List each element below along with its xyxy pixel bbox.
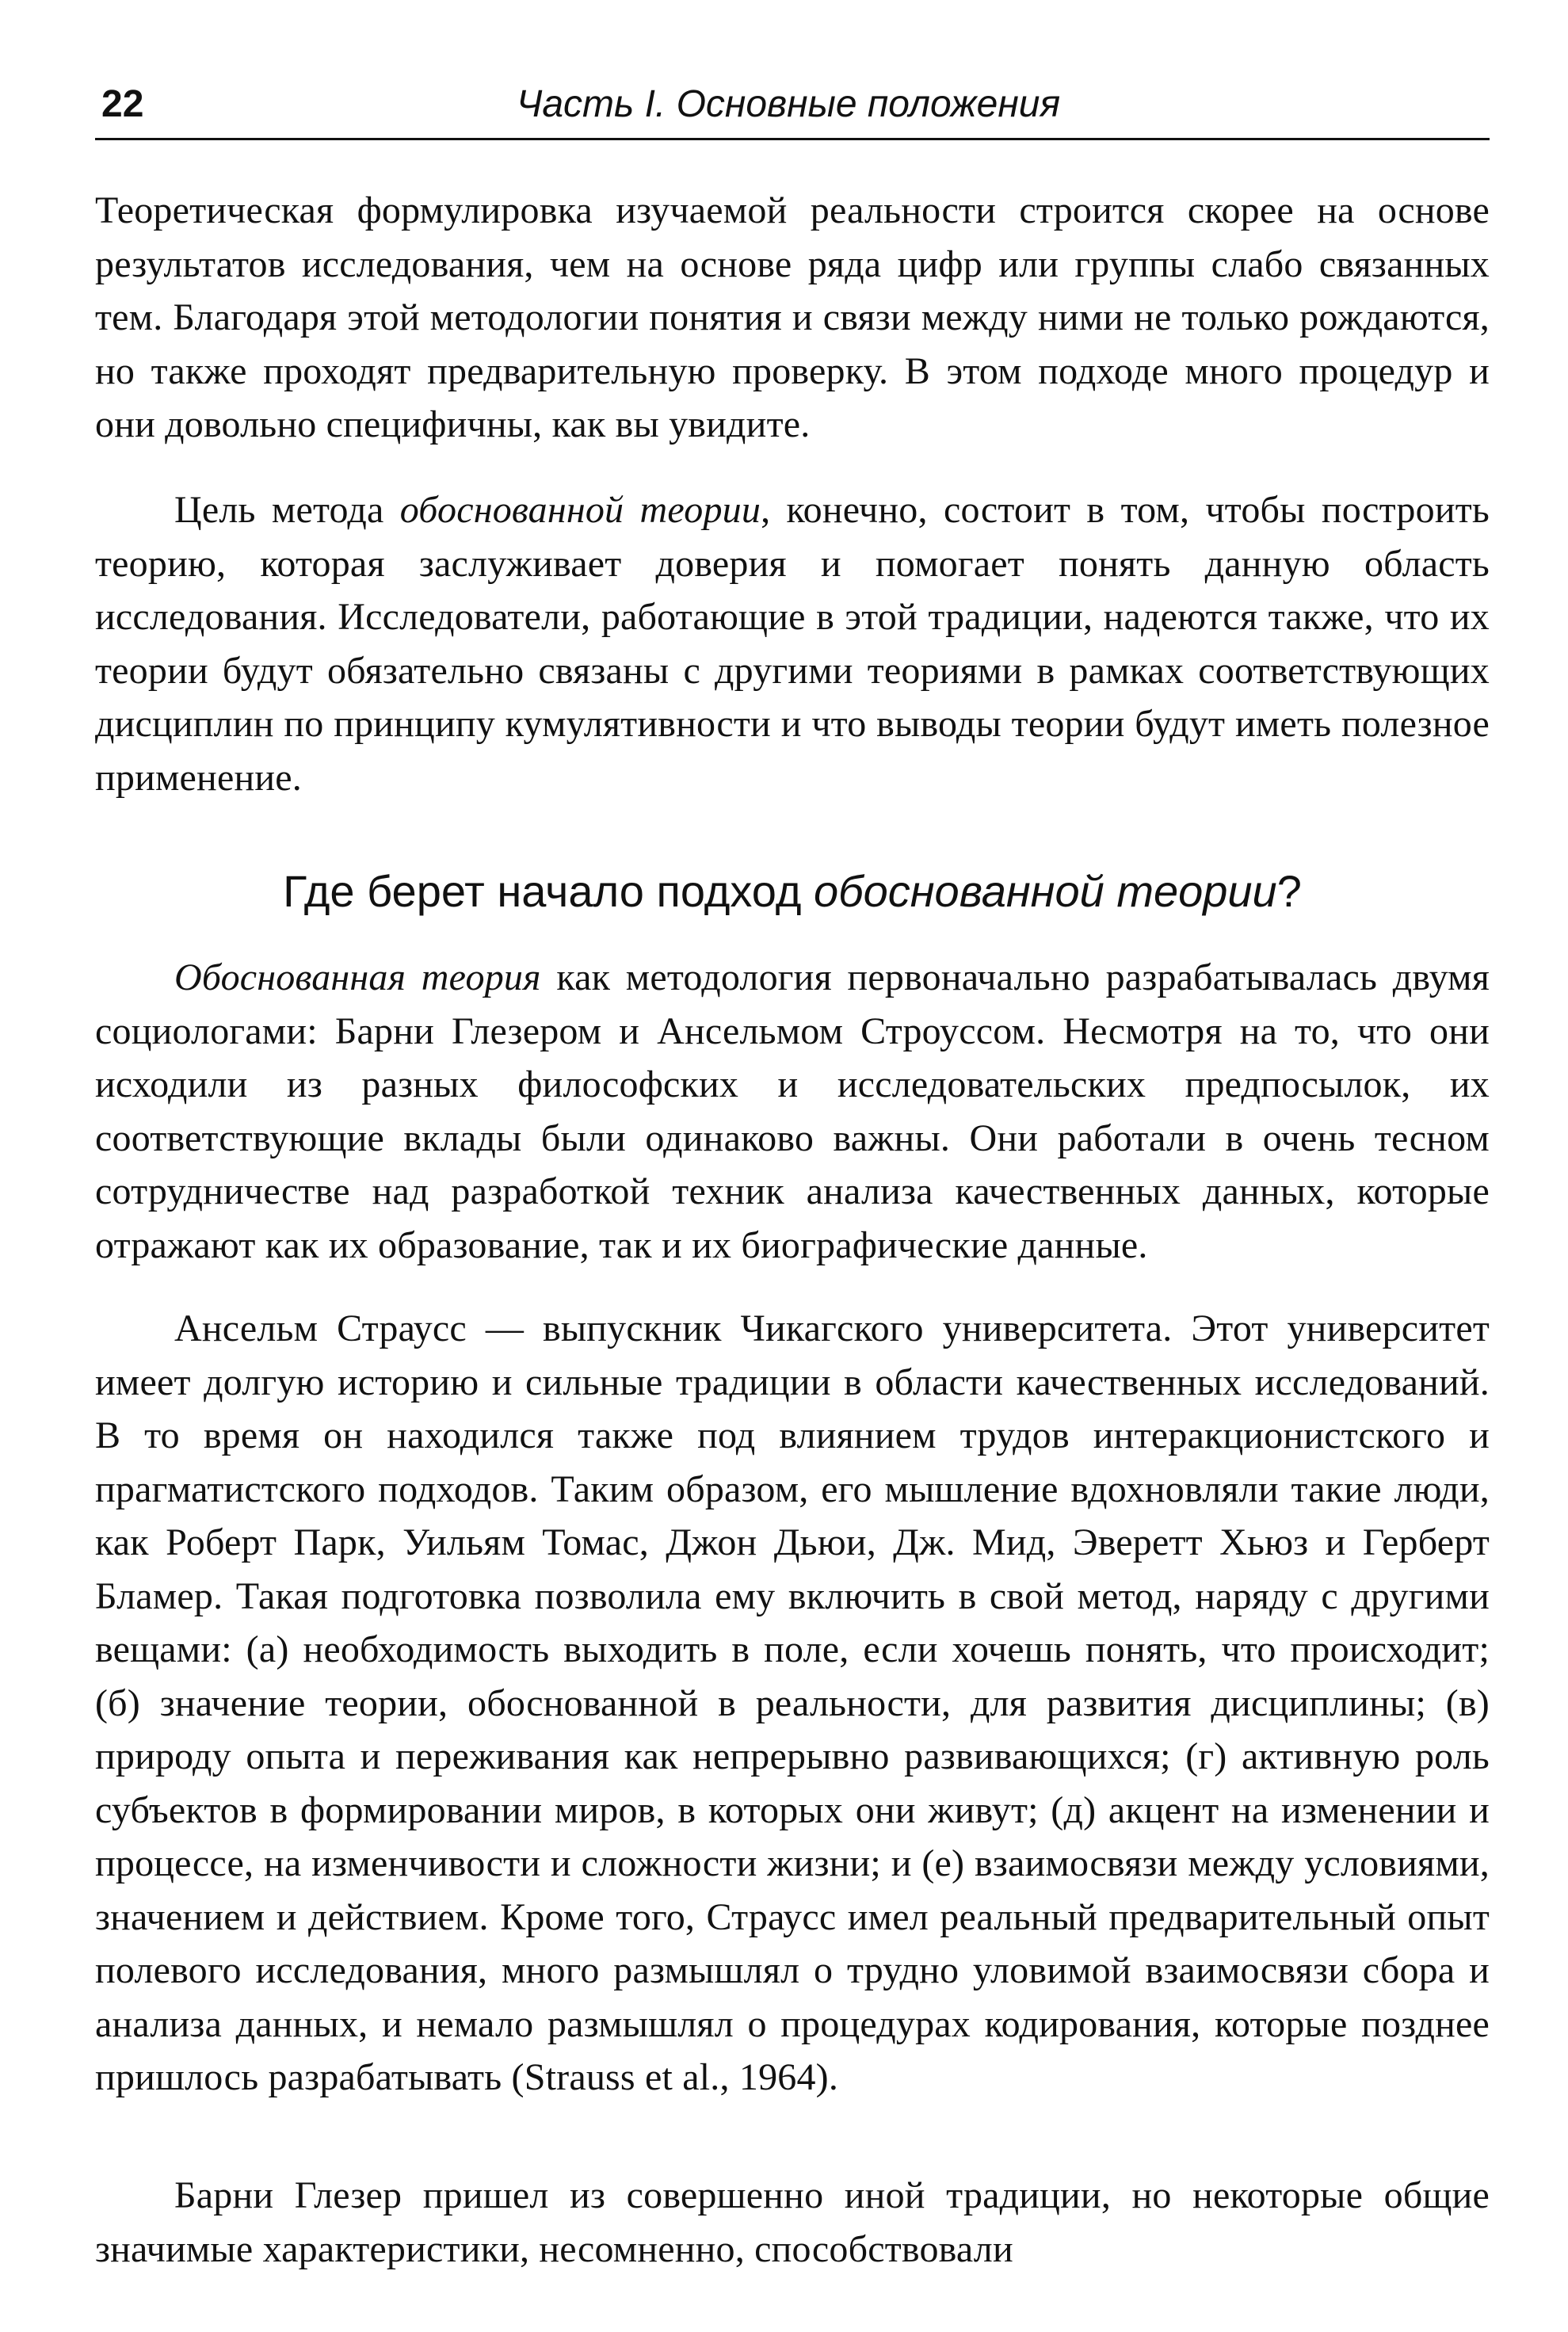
paragraph-2-text-start: Цель метода	[174, 489, 400, 531]
paragraph-3	[95, 951, 1490, 1272]
paragraph-1: Теоретическая формулировка изучаемой реальности строится скорее на основе результатов исследования, чем на основе ряда цифр или группы слабо связанных тем. Благодаря этой методологии понятия и связи между ними не только рождаются, но также проходят предварительную проверку. В этом подходе много процедур и они довольно специфичны, как вы увидите.	[95, 189, 1490, 445]
page-number: 22	[101, 83, 144, 125]
paragraph-2	[95, 483, 1490, 804]
paragraph-2-term: обоснованной теории	[399, 489, 761, 531]
section-heading-term: обоснованной теории	[813, 866, 1277, 916]
paragraph-2-text-rest: , конечно, состоит в том, чтобы построить теорию, которая заслуживает доверия и помогает понять данную область исследования. Исследователи, работающие в этой традиции, надеются также, что их теории будут обязательно связаны с другими теориями в рамках соответствующих дисциплин по принципу кумулятивности и что выводы теории будут иметь полезное применение.	[95, 489, 1490, 799]
book-page	[95, 0, 1490, 2332]
paragraph-3-text-rest: как методология первоначально разрабатывалась двумя социологами: Барни Глезером и Ансельмом Строуссом. Несмотря на то, что они исходили из разных философских и исследовательских предпосылок, их соответствующие вклады были одинаково важны. Они работали в очень тесном сотрудничестве над разработкой техник анализа качественных данных, которые отражают как их образование, так и их биографические данные.	[95, 956, 1490, 1266]
running-head	[95, 73, 1490, 136]
section-heading-start: Где берет начало подход	[283, 866, 814, 916]
header-rule	[95, 138, 1490, 140]
paragraph-5: Барни Глезер пришел из совершенно иной традиции, но некоторые общие значимые характеристики, несомненно, способствовали	[95, 2174, 1490, 2270]
section-heading	[95, 860, 1490, 923]
section-heading-end: ?	[1276, 866, 1302, 916]
paragraph-4: Ансельм Страусс — выпускник Чикагского университета. Этот университет имеет долгую историю и сильные традиции в области качественных исследований. В то время он находился также под влиянием трудов интеракционистского и прагматистского подходов. Таким образом, его мышление вдохновляли такие люди, как Роберт Парк, Уильям Томас, Джон Дьюи, Дж. Мид, Эверетт Хьюз и Герберт Бламер. Такая подготовка позволила ему включить в свой метод, наряду с другими вещами: (а) необходимость выходить в поле, если хочешь понять, что происходит; (б) значение теории, обоснованной в реальности, для развития дисциплины; (в) природу опыта и переживания как непрерывно развивающихся; (г) активную роль субъектов в формировании миров, в которых они живут; (д) акцент на изменении и процессе, на изменчивости и сложности жизни; и (е) взаимосвязи между условиями, значением и действием. Кроме того, Страусс имел реальный предварительный опыт полевого исследования, много размышлял о трудно уловимой взаимосвязи сбора и анализа данных, и немало размышлял о процедурах кодирования, которые позднее пришлось разрабатывать (Strauss et al., 1964).	[95, 1307, 1490, 2098]
running-title: Часть I. Основные положения	[517, 83, 1061, 125]
paragraph-3-term: Обоснованная теория	[174, 956, 541, 998]
